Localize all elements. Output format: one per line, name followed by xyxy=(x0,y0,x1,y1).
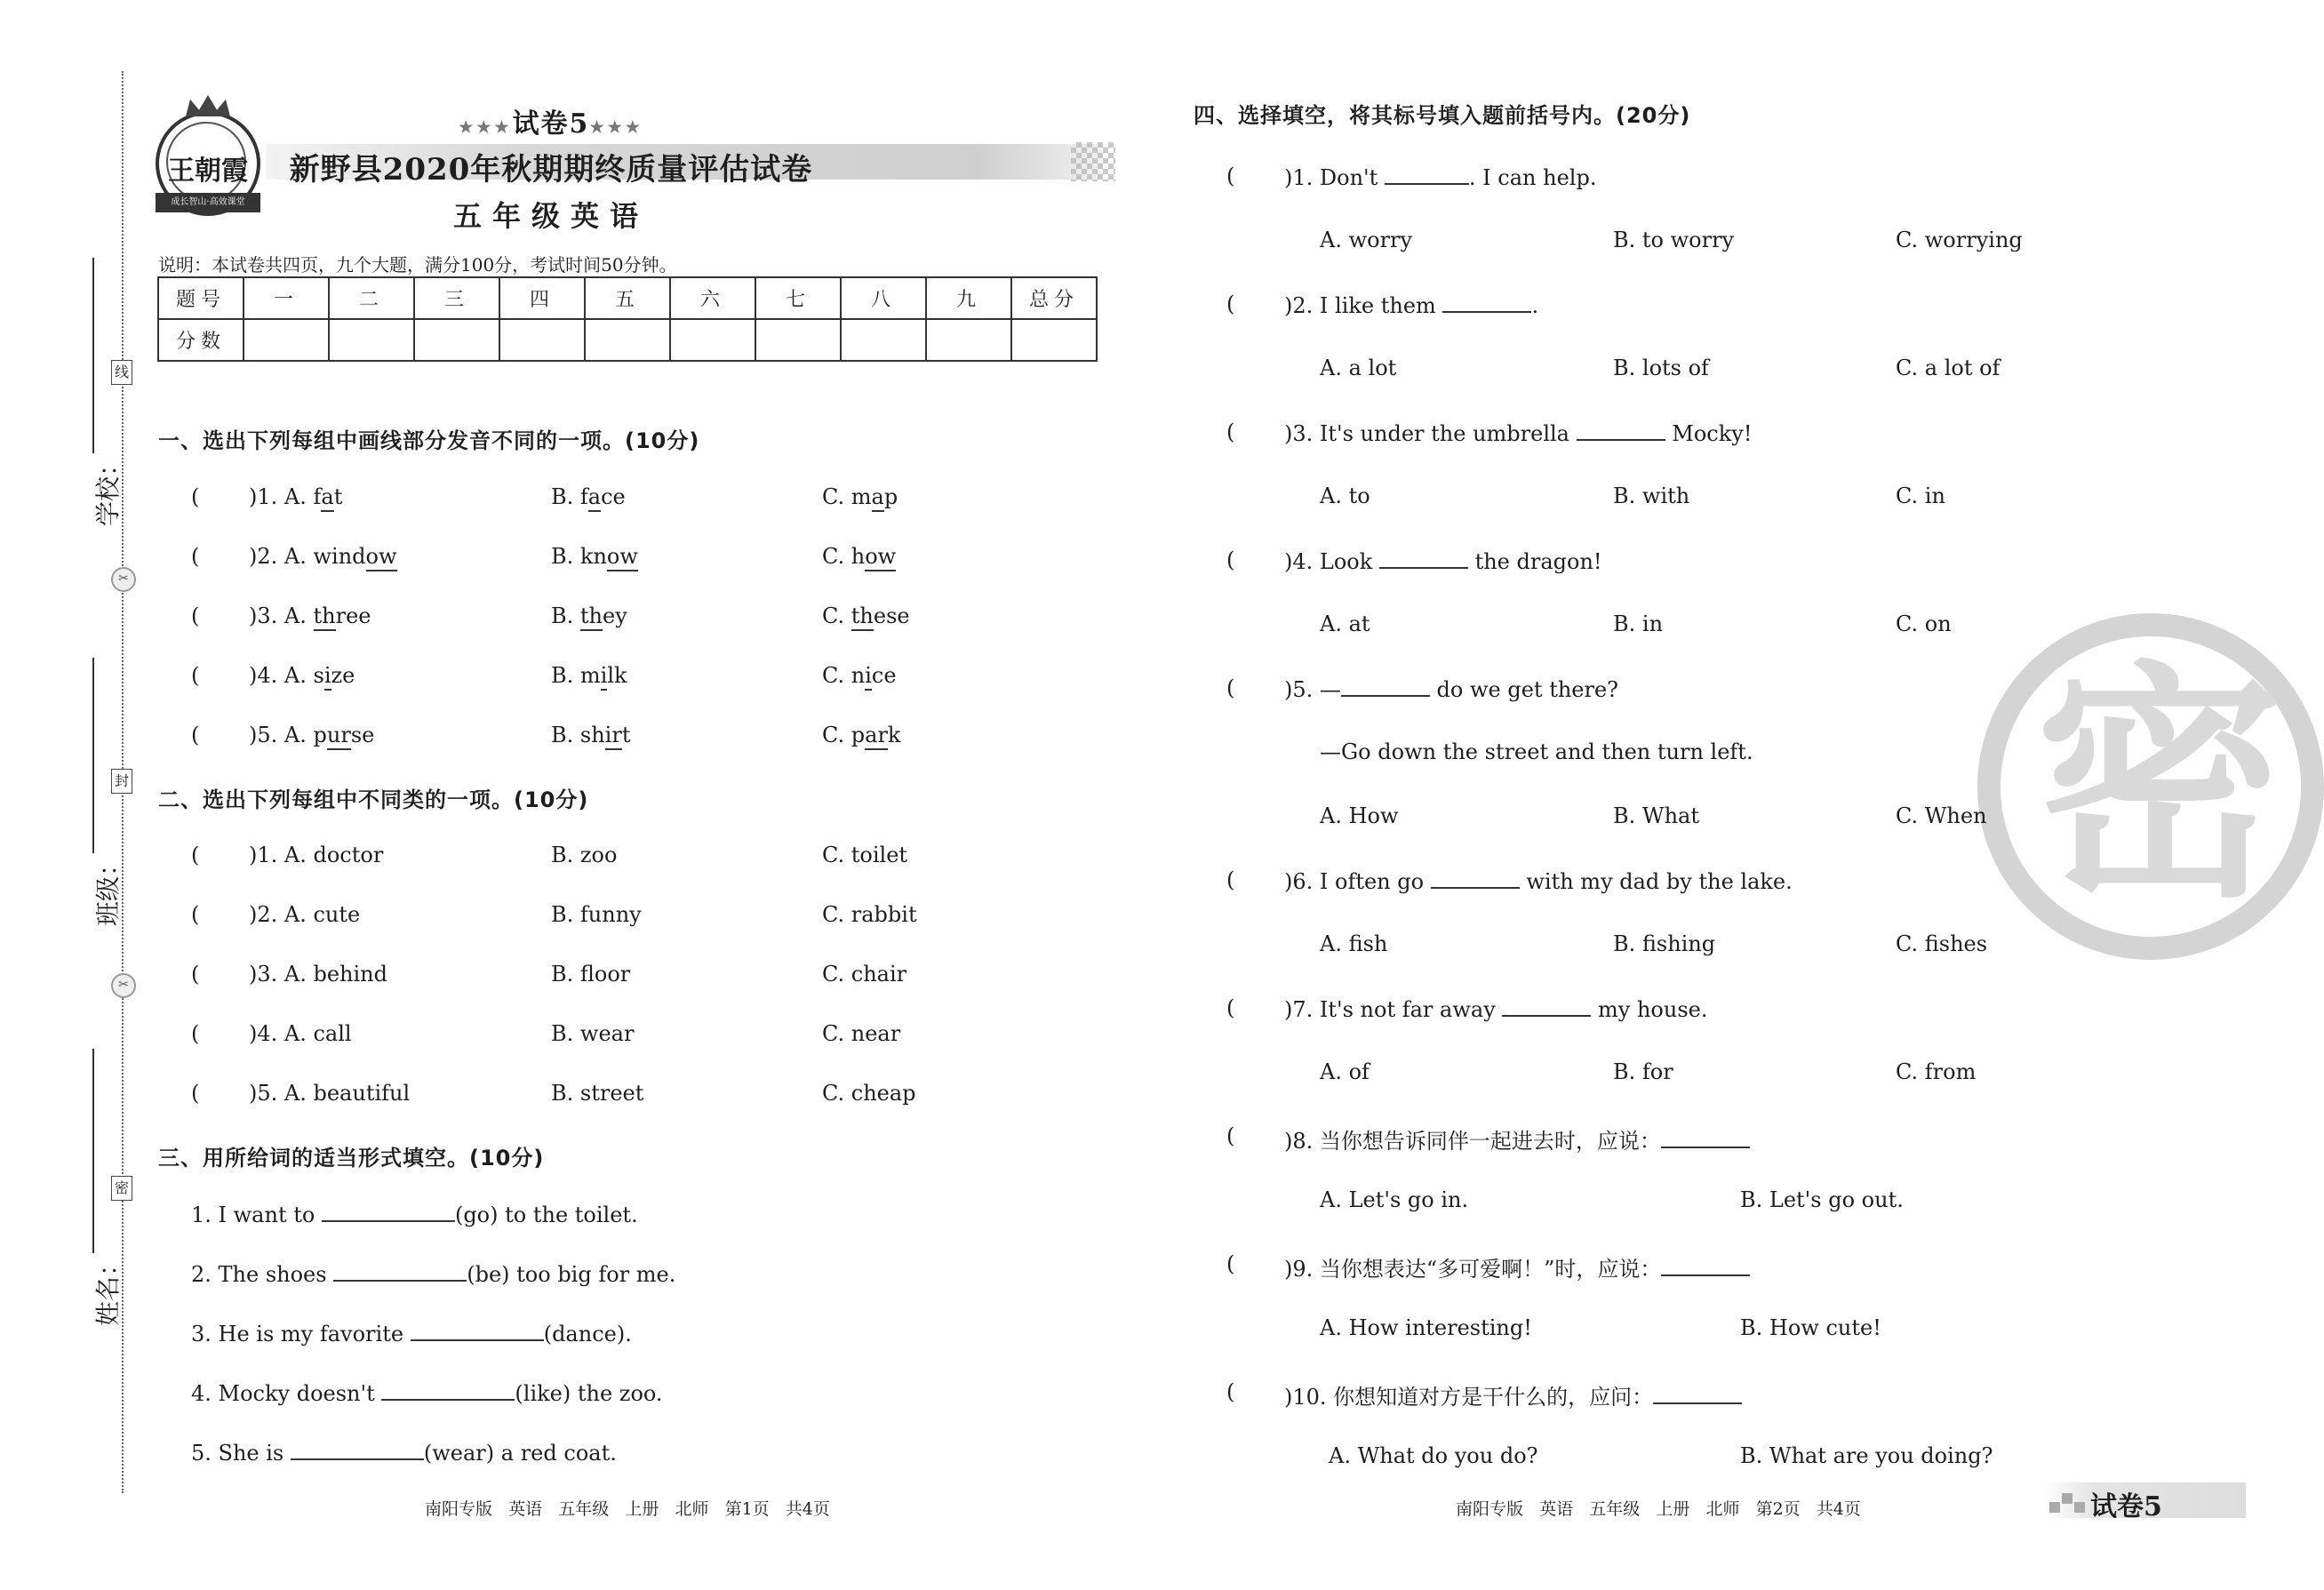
s3-q4: 4. Mocky doesn't (like) the zoo. xyxy=(191,1381,663,1406)
s4-q7-c: C. from xyxy=(1896,1059,1977,1084)
footer-page-1: 南阳专版 英语 五年级 上册 北师 第1页 共4页 xyxy=(425,1499,830,1519)
s2-q3-a: )3. A. behind xyxy=(249,962,387,987)
s4-q3-c: C. in xyxy=(1896,483,1945,508)
watermark-character: 密 xyxy=(2035,642,2284,931)
s2-q3-b: B. floor xyxy=(551,962,631,987)
s1-q4-a: )4. A. size xyxy=(249,663,355,688)
answer-blank[interactable] xyxy=(1379,547,1468,569)
s1-q5-c: C. park xyxy=(822,723,900,747)
section3-title: 三、用所给词的适当形式填空。(10分) xyxy=(158,1146,545,1171)
logo-band: 成长智山·高效课堂 xyxy=(156,193,260,212)
logo-text: 王朝霞 xyxy=(168,156,248,187)
score-cell[interactable] xyxy=(926,319,1011,361)
answer-blank[interactable] xyxy=(1442,292,1531,313)
answer-blank[interactable] xyxy=(1577,419,1665,441)
s1-q3-c: C. these xyxy=(822,603,910,628)
s4-q9: )9. 当你想表达“多可爱啊！”时，应说： xyxy=(1284,1251,1750,1282)
s1-q2-c: C. how xyxy=(822,544,896,569)
class-write-line xyxy=(92,658,94,853)
star-icons: ★★★ xyxy=(589,118,643,137)
s4-q1-b: B. to worry xyxy=(1613,228,1735,252)
score-table-header-row: 题号 一 二 三 四 五 六 七 八 九 总分 xyxy=(158,277,1097,319)
s2-q1-c: C. toilet xyxy=(822,843,908,867)
s4-q5-b: B. What xyxy=(1613,803,1699,828)
s1-q1-c: C. map xyxy=(822,484,898,509)
s3-q5: 5. She is (wear) a red coat. xyxy=(191,1441,617,1466)
answer-blank[interactable] xyxy=(333,1260,467,1282)
exam-instructions: 说明：本试卷共四页，九个大题，满分100分，考试时间50分钟。 xyxy=(158,254,677,276)
answer-blank[interactable] xyxy=(381,1379,515,1401)
s4-q5-c: C. When xyxy=(1896,803,1987,828)
s4-q4: )4. Look the dragon! xyxy=(1284,549,1602,574)
s1-q3-b: B. they xyxy=(551,603,627,628)
s2-q2-c: C. rabbit xyxy=(822,902,917,927)
s4-q2-c: C. a lot of xyxy=(1896,356,2001,380)
s1-q2-b: B. know xyxy=(551,544,638,569)
s4-q2-a: A. a lot xyxy=(1320,356,1397,380)
s2-q4-b: B. wear xyxy=(551,1021,635,1046)
s1-q4-c: C. nice xyxy=(822,663,897,688)
s4-q2: )2. I like them . xyxy=(1284,293,1539,318)
seal-mark-line: 线 xyxy=(111,360,132,385)
answer-blank[interactable] xyxy=(1385,164,1469,185)
s4-q2-b: B. lots of xyxy=(1613,356,1709,380)
answer-blank[interactable] xyxy=(1431,867,1520,889)
s2-q1-b: B. zoo xyxy=(551,843,618,867)
answer-blank[interactable] xyxy=(411,1320,544,1341)
score-table-score-row: 分数 xyxy=(158,319,1097,361)
s4-q1: )1. Don't . I can help. xyxy=(1284,165,1597,190)
s4-q1-a: A. worry xyxy=(1320,228,1413,252)
s2-q4-c: C. near xyxy=(822,1021,901,1046)
scissors-icon: ✂ xyxy=(111,973,136,998)
s4-q3-a: A. to xyxy=(1320,483,1370,508)
s4-q10-b: B. What are you doing? xyxy=(1740,1443,1993,1468)
s3-q2: 2. The shoes (be) too big for me. xyxy=(191,1262,676,1287)
answer-blank[interactable] xyxy=(1341,675,1430,697)
star-icons: ★★★ xyxy=(459,118,513,137)
s4-q5: )5. — do we get there? xyxy=(1284,677,1619,702)
school-label: 学校： xyxy=(93,451,124,527)
s4-q6-a: A. fish xyxy=(1320,931,1388,956)
s4-q4-c: C. on xyxy=(1896,611,1952,636)
score-cell[interactable] xyxy=(755,319,841,361)
s4-q4-b: B. in xyxy=(1613,611,1664,636)
s1-q5-b: B. shirt xyxy=(551,723,630,747)
s2-q5-a: )5. A. beautiful xyxy=(249,1081,411,1106)
class-label: 班级： xyxy=(93,851,124,927)
score-cell[interactable] xyxy=(585,319,670,361)
answer-blank[interactable] xyxy=(1502,995,1591,1017)
s4-q3-b: B. with xyxy=(1613,483,1690,508)
answer-blank[interactable] xyxy=(1661,1127,1750,1148)
score-cell[interactable] xyxy=(1011,319,1097,361)
s4-q3: )3. It's under the umbrella Mocky! xyxy=(1284,421,1753,446)
s4-q7: )7. It's not far away my house. xyxy=(1284,997,1708,1022)
s1-q3-a: )3. A. three xyxy=(249,603,371,628)
answer-blank[interactable] xyxy=(1653,1383,1742,1404)
section2-title: 二、选出下列每组中不同类的一项。(10分) xyxy=(158,787,589,812)
score-cell[interactable] xyxy=(244,319,329,361)
score-cell[interactable] xyxy=(329,319,414,361)
s2-q2-b: B. funny xyxy=(551,902,642,927)
score-cell[interactable] xyxy=(414,319,499,361)
s4-q4-a: A. at xyxy=(1320,611,1370,636)
s4-q1-c: C. worrying xyxy=(1896,228,2023,252)
exam-title: 新野县2020年秋期期终质量评估试卷 xyxy=(289,152,813,188)
section4-title: 四、选择填空，将其标号填入题前括号内。(20分) xyxy=(1194,103,1691,128)
score-cell[interactable] xyxy=(841,319,926,361)
s3-q3: 3. He is my favorite (dance). xyxy=(191,1322,632,1346)
s3-q1: 1. I want to (go) to the toilet. xyxy=(191,1202,638,1227)
s4-q6-b: B. fishing xyxy=(1613,931,1716,956)
score-cell[interactable] xyxy=(670,319,755,361)
s4-q7-a: A. of xyxy=(1320,1059,1370,1084)
s1-q5-a: )5. A. purse xyxy=(249,723,374,747)
s4-q10-a: A. What do you do? xyxy=(1329,1443,1538,1468)
s4-q9-a: A. How interesting! xyxy=(1320,1315,1532,1340)
s1-q4-b: B. milk xyxy=(551,663,627,688)
paper-number: ★★★试卷5★★★ xyxy=(459,108,643,140)
s1-q1-b: B. face xyxy=(551,484,626,509)
score-table xyxy=(157,276,1098,362)
s2-q5-b: B. street xyxy=(551,1081,644,1106)
subject-title: 五年级英语 xyxy=(452,199,649,233)
s1-q2-a: )2. A. window xyxy=(249,544,397,569)
s4-q8-b: B. Let's go out. xyxy=(1740,1187,1904,1212)
s4-q5-line2: —Go down the street and then turn left. xyxy=(1320,739,1753,764)
answer-blank[interactable] xyxy=(291,1439,424,1460)
s4-q6: )6. I often go with my dad by the lake. xyxy=(1284,869,1793,894)
seal-mark-secret: 密 xyxy=(111,1176,132,1201)
s4-q5-a: A. How xyxy=(1320,803,1399,828)
s2-q1-a: )1. A. doctor xyxy=(249,843,384,867)
s2-q5-c: C. cheap xyxy=(822,1081,916,1106)
name-write-line xyxy=(92,1049,94,1253)
s4-q6-c: C. fishes xyxy=(1896,931,1988,956)
s2-q2-a: )2. A. cute xyxy=(249,902,361,927)
answer-blank[interactable] xyxy=(322,1201,455,1222)
s1-q1-a: )1. A. fat xyxy=(249,484,342,509)
section1-title: 一、选出下列每组中画线部分发音不同的一项。(10分) xyxy=(158,428,700,453)
s4-q8-a: A. Let's go in. xyxy=(1320,1187,1469,1212)
s4-q7-b: B. for xyxy=(1613,1059,1673,1084)
footer-page-2: 南阳专版 英语 五年级 上册 北师 第2页 共4页 xyxy=(1456,1499,1861,1519)
s4-q8: )8. 当你想告诉同伴一起进去时，应说： xyxy=(1284,1123,1750,1155)
scissors-icon: ✂ xyxy=(111,567,136,592)
s4-q10: )10. 你想知道对方是干什么的，应问： xyxy=(1284,1379,1742,1410)
score-cell[interactable] xyxy=(499,319,585,361)
s2-q4-a: )4. A. call xyxy=(249,1021,352,1046)
answer-blank[interactable] xyxy=(1661,1255,1750,1276)
s4-q9-b: B. How cute! xyxy=(1740,1315,1881,1340)
corner-paper-tag: 试卷5 xyxy=(2090,1491,2162,1522)
seal-mark-seal: 封 xyxy=(111,769,132,794)
s2-q3-c: C. chair xyxy=(822,962,907,987)
name-label: 姓名： xyxy=(93,1250,124,1327)
school-write-line xyxy=(92,258,94,453)
